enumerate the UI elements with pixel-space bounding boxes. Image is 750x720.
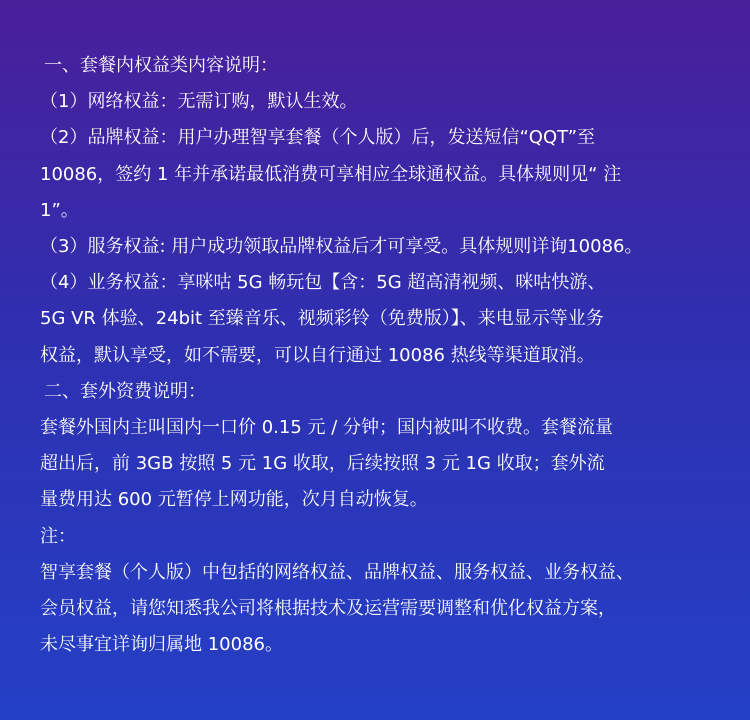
- note-text-2: 会员权益，请您知悉我公司将根据技术及运营需要调整和优化权益方案，: [40, 598, 616, 620]
- item-business-rights-cont-2: 权益，默认享受，如不需要，可以自行通过 10086 热线等渠道取消。: [40, 344, 595, 366]
- note-text-1: 智享套餐（个人版）中包括的网络权益、品牌权益、服务权益、业务权益、: [40, 561, 634, 583]
- item-service-rights: （3）服务权益: 用户成功领取品牌权益后才可享受。具体规则详询10086。: [40, 236, 643, 258]
- text-block: [40, 48, 715, 663]
- item-brand-rights-cont-1: 10086，签约 1 年并承诺最低消费可享相应全球通权益。具体规则见“ 注: [40, 163, 622, 185]
- tariff-text-1: 套餐外国内主叫国内一口价 0.15 元 / 分钟；国内被叫不收费。套餐流量: [40, 417, 614, 439]
- section-heading-in-package: 一、套餐内权益类内容说明：: [44, 55, 278, 76]
- item-network-rights: （1）网络权益：无需订购，默认生效。: [40, 91, 358, 113]
- item-business-rights: （4）业务权益：享咪咕 5G 畅玩包【含：5G 超高清视频、咪咕快游、: [40, 272, 606, 294]
- item-brand-rights: （2）品牌权益：用户办理智享套餐（个人版）后，发送短信“QQT”至: [40, 127, 596, 149]
- note-heading: 注：: [40, 525, 76, 547]
- tariff-text-3: 量费用达 600 元暂停上网功能，次月自动恢复。: [40, 489, 428, 511]
- tariff-text-2: 超出后，前 3GB 按照 5 元 1G 收取，后续按照 3 元 1G 收取；套外流: [40, 453, 605, 475]
- item-brand-rights-cont-2: 1”。: [40, 199, 79, 221]
- note-text-3: 未尽事宜详询归属地 10086。: [40, 634, 283, 656]
- item-business-rights-cont-1: 5G VR 体验、24bit 至臻音乐、视频彩铃（免费版）】、来电显示等业务: [40, 308, 604, 330]
- section-heading-out-of-package: 二、套外资费说明：: [44, 380, 206, 402]
